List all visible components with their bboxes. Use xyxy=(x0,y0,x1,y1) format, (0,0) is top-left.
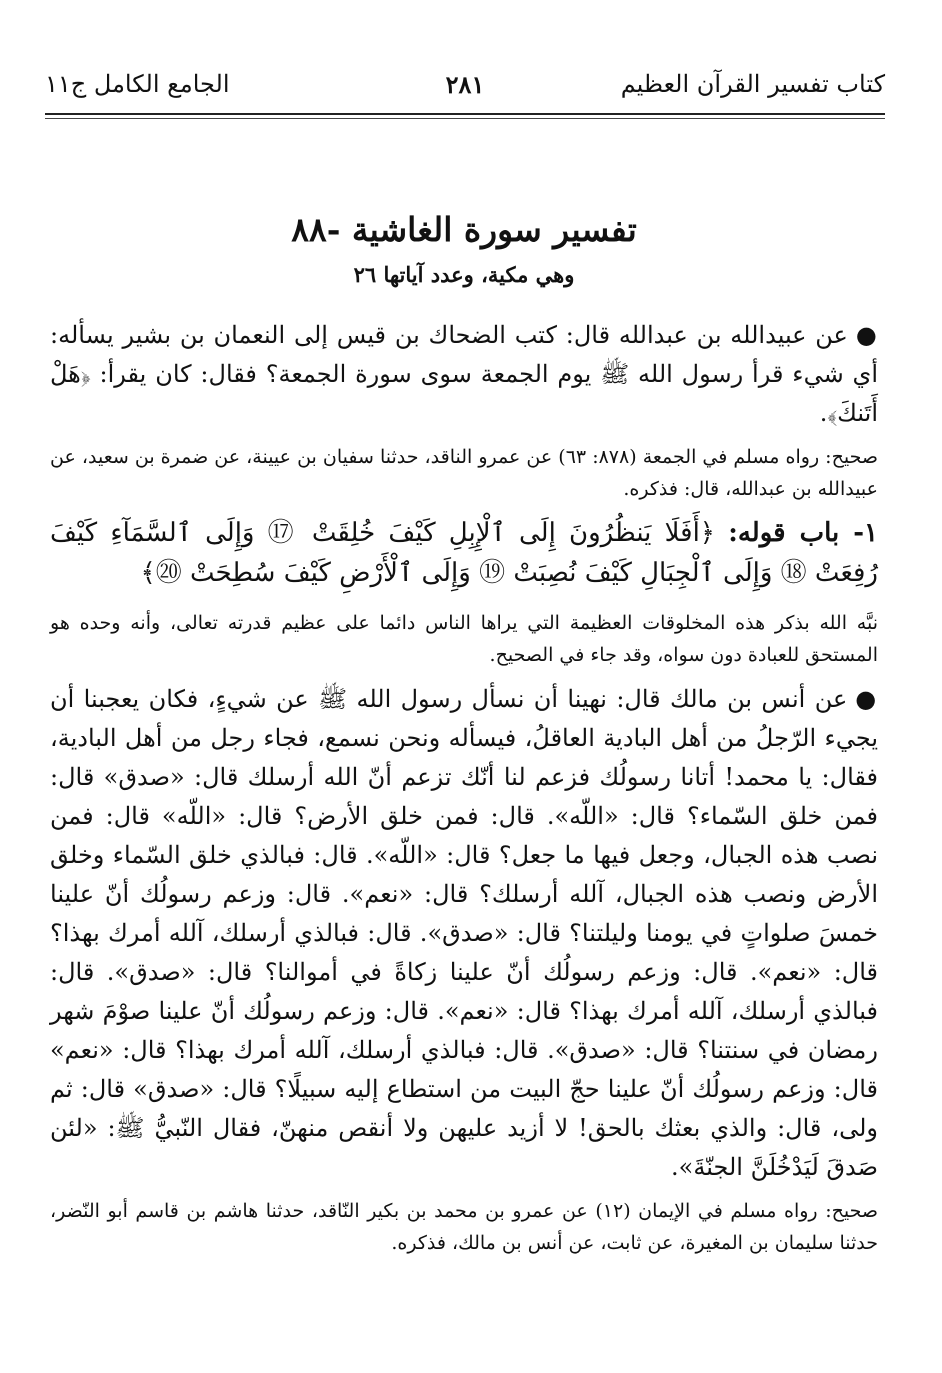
hadith-text: عن عبيدالله بن عبدالله قال: كتب الضحاك بن قيس إلى النعمان بن بشير يسأله: أي شيء قرأ رسول الله ﷺ يوم الجمعة سوى سورة الجمعة؟ فقال: كان يقرأ: ﴿هَلْ أَتَنكَ﴾. xyxy=(50,321,878,427)
book-title: كتاب تفسير القرآن العظيم xyxy=(620,70,885,98)
hadith-paragraph xyxy=(50,315,878,433)
commentary-paragraph: نبَّه الله بذكر هذه المخلوقات العظيمة التي يراها الناس دائما على عظيم قدرته تعالى، وأنه وحده هو المستحق للعبادة دون سواه، وقد جاء في الصحيح. xyxy=(50,612,878,666)
header-rule-thick xyxy=(45,113,885,115)
surah-subtitle: وهي مكية، وعدد آياتها ٢٦ xyxy=(353,262,575,287)
header-rule-thin xyxy=(45,118,885,119)
surah-title: تفسير سورة الغاشية -٨٨ xyxy=(291,210,637,249)
chapter-label: ١- باب قوله: xyxy=(728,518,878,548)
chapter-verse: ﴿أَفَلَا يَنظُرُونَ إِلَى ٱلْإِبِلِ كَيْفَ خُلِقَتْ ⑰ وَإِلَى ٱلسَّمَآءِ كَيْفَ رُفِعَتْ ⑱ وَإِلَى ٱلْجِبَالِ كَيْفَ نُصِبَتْ ⑲ وَإِلَى ٱلْأَرْضِ كَيْفَ سُطِحَتْ ⑳﴾ xyxy=(50,518,878,588)
hadith-paragraph xyxy=(50,679,878,1187)
volume-title: الجامع الكامل ج١١ xyxy=(45,70,230,98)
running-header xyxy=(45,58,885,108)
hadith-text: عن أنس بن مالك قال: نهينا أن نسأل رسول الله ﷺ عن شيءٍ، فكان يعجبنا أن يجيء الرّجلُ من أهل البادية العاقلُ، فيسأله ونحن نسمع، فجاء رجل من أهل البادية، فقال: يا محمد! أتانا رسولُك فزعم لنا أنّك تزعم أنّ الله أرسلك قال: «صدق» قال: فمن خلق السّماء؟ قال: «اللّه». قال: فمن خلق الأرض؟ قال: «اللّه» قال: فمن نصب هذه الجبال، وجعل فيها ما جعل؟ قال: «اللّه». قال: فبالذي خلق السّماء وخلق الأرض ونصب هذه الجبال، آلله أرسلك؟ قال: «نعم». قال: وزعم رسولُك أنّ علينا خمسَ صلواتٍ في يومنا وليلتنا؟ قال: «صدق». قال: فبالذي أرسلك، آلله أمرك بهذا؟ قال: «نعم». قال: وزعم رسولُك أنّ علينا زكاةً في أموالنا؟ قال: «صدق». قال: فبالذي أرسلك، آلله أمرك بهذا؟ قال: «نعم». قال: وزعم رسولُك أنّ علينا صوْمَ شهر رمضان في سنتنا؟ قال: «صدق». قال: فبالذي أرسلك، آلله أمرك بهذا؟ قال: «نعم» قال: وزعم رسولُك أنّ علينا حجّ البيت من استطاع إليه سبيلًا؟ قال: «صدق» قال: ثم ولى، قال: والذي بعثك بالحق! لا أزيد عليهن ولا أنقص منهنّ، فقال النّبيُّ ﷺ: «لئن صَدقَ لَيَدْخُلَنَّ الجنّةَ». xyxy=(50,685,878,1181)
hadith-grading-note: صحيح: رواه مسلم في الإيمان (١٢) عن عمرو بن محمد بن بكير النّاقد، حدثنا هاشم بن قاسم أبو النّضر، حدثنا سليمان بن المغيرة، عن ثابت، عن أنس بن مالك، فذكره. xyxy=(50,1200,878,1254)
page-number: ٢٨١ xyxy=(445,70,485,99)
bullet-icon: ● xyxy=(855,684,878,713)
page-body xyxy=(50,205,878,1267)
chapter-heading xyxy=(50,513,878,593)
bullet-icon: ● xyxy=(855,320,878,349)
hadith-grading-note: صحيح: رواه مسلم في الجمعة (٨٧٨: ٦٣) عن عمرو الناقد، حدثنا سفيان بن عيينة، عن ضمرة بن سعيد، عن عبيدالله بن عبدالله، قال: فذكره. xyxy=(50,446,878,500)
